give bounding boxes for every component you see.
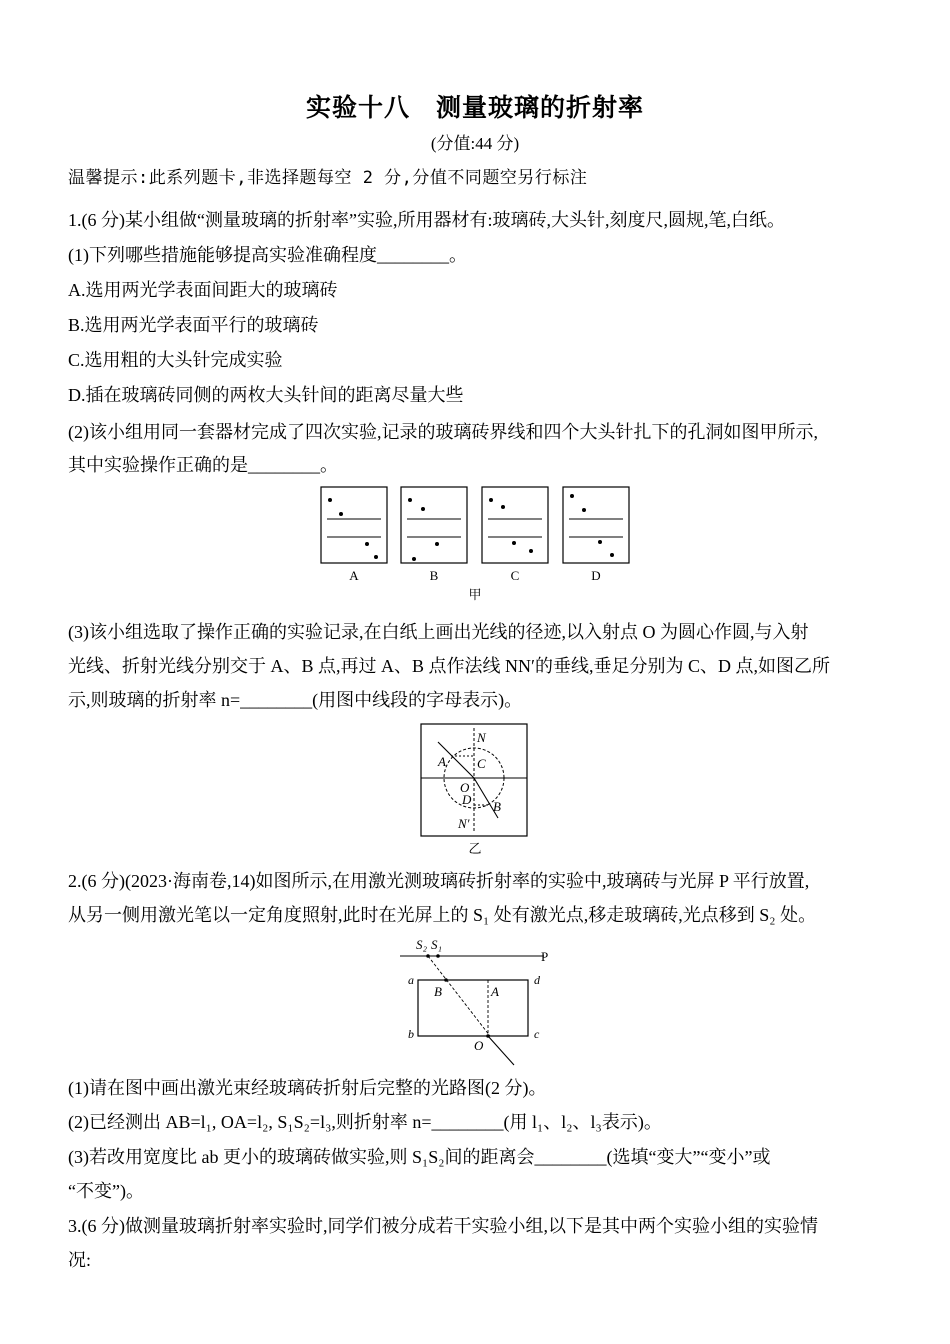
- q1-option-b: B.选用两光学表面平行的玻璃砖: [68, 315, 319, 335]
- yi-label-a: A: [438, 754, 446, 769]
- q2-label-b-point: B: [434, 984, 442, 999]
- yi-label-d: D: [462, 792, 472, 807]
- q1-part3-line3: 示,则玻璃的折射率 n=________(用图中线段的字母表示)。: [68, 690, 523, 710]
- q2-label-c-corner: c: [534, 1027, 540, 1041]
- figure-q2: [394, 934, 564, 1068]
- q2-label-p: P: [541, 949, 549, 964]
- panel-d: [563, 487, 629, 583]
- tip-text: 温馨提示:此系列题卡,非选择题每空 2 分,分值不同题空另行标注: [68, 168, 588, 188]
- q2-stem-line1: 2.(6 分)(2023·海南卷,14)如图所示,在用激光测玻璃砖折射率的实验中,玻璃砖与光屏 P 平行放置,: [68, 871, 810, 891]
- q1-option-a: A.选用两光学表面间距大的玻璃砖: [68, 280, 338, 300]
- q2-label-b-corner: b: [408, 1027, 414, 1041]
- panel-label-b: B: [429, 568, 439, 583]
- q1-option-c: C.选用粗的大头针完成实验: [68, 350, 283, 370]
- panel-b: [401, 487, 467, 583]
- q1-part2-line2: 其中实验操作正确的是________。: [68, 455, 338, 475]
- q2-part3-line1: (3)若改用宽度比 ab 更小的玻璃砖做实验,则 S₁S₂间的距离会________(选填“变大”“变小”或: [68, 1147, 771, 1167]
- yi-label-n: N: [477, 730, 486, 745]
- panel-label-a: A: [349, 568, 359, 583]
- page-title: 实验十八 测量玻璃的折射率: [305, 95, 644, 122]
- q1-part1: (1)下列哪些措施能够提高实验准确程度________。: [68, 245, 467, 265]
- yi-label-n-prime: N′: [458, 816, 470, 831]
- q1-part2-line1: (2)该小组用同一套器材完成了四次实验,记录的玻璃砖界线和四个大头针扎下的孔洞如图甲所示,: [68, 422, 818, 442]
- q2-label-d-corner: d: [534, 973, 540, 987]
- figure-yi-caption: 乙: [468, 841, 482, 856]
- q2-label-a-point: A: [491, 984, 499, 999]
- q3-stem-line2: 况:: [68, 1250, 92, 1270]
- q2-label-s1: S₁: [431, 937, 443, 952]
- figure-jia: [310, 482, 640, 606]
- yi-label-c: C: [477, 756, 486, 771]
- q1-part3-line1: (3)该小组选取了操作正确的实验记录,在白纸上画出光线的径迹,以入射点 O 为圆心作圆,与入射: [68, 622, 809, 642]
- yi-label-b: B: [493, 799, 501, 814]
- panel-a: [321, 487, 387, 583]
- figure-yi: [418, 720, 532, 858]
- yi-label-o: O: [460, 780, 470, 795]
- panel-c: [482, 487, 548, 583]
- q1-stem: 1.(6 分)某小组做“测量玻璃的折射率”实验,所用器材有:玻璃砖,大头针,刻度尺,圆规,笔,白纸。: [68, 210, 785, 230]
- figure-jia-caption: 甲: [468, 587, 482, 602]
- q3-stem-line1: 3.(6 分)做测量玻璃折射率实验时,同学们被分成若干实验小组,以下是其中两个实验小组的实验情: [68, 1216, 818, 1236]
- q1-part3-line2: 光线、折射光线分别交于 A、B 点,再过 A、B 点作法线 NN′的垂线,垂足分别为 C、D 点,如图乙所: [68, 656, 830, 676]
- q2-label-a-corner: a: [408, 973, 414, 987]
- q1-option-d: D.插在玻璃砖同侧的两枚大头针间的距离尽量大些: [68, 385, 464, 405]
- score-note: (分值:44 分): [430, 134, 520, 153]
- q2-part1: (1)请在图中画出激光束经玻璃砖折射后完整的光路图(2 分)。: [68, 1078, 547, 1098]
- q2-label-s2: S₂: [416, 937, 428, 952]
- panel-label-c: C: [510, 568, 520, 583]
- q2-part3-line2: “不变”)。: [68, 1181, 144, 1201]
- q2-part2: (2)已经测出 AB=l₁, OA=l₂, S₁S₂=l₃,则折射率 n=________(用 l₁、l₂、l₃表示)。: [68, 1112, 662, 1132]
- q2-label-o-point: O: [474, 1038, 484, 1053]
- panel-label-d: D: [591, 568, 601, 583]
- q2-stem-line2: 从另一侧用激光笔以一定角度照射,此时在光屏上的 S₁ 处有激光点,移走玻璃砖,光点移到 S₂ 处。: [68, 905, 817, 925]
